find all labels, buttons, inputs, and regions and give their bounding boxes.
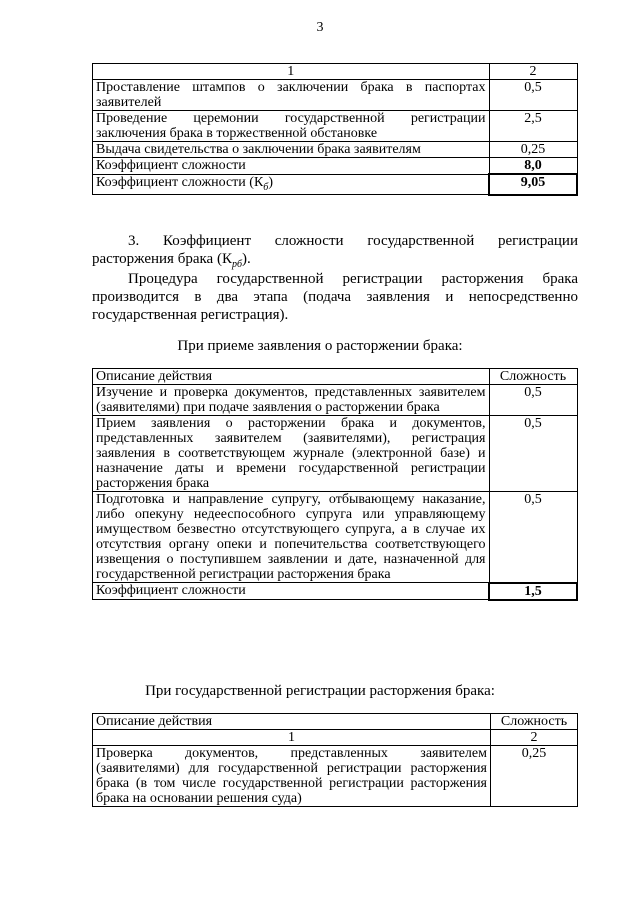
complexity-value: 0,5 (489, 492, 577, 583)
coefficient-value: 1,5 (489, 583, 577, 600)
heading-divorce-registration: При государственной регистрации расторжения брака: (145, 683, 495, 699)
complexity-value: 2,5 (489, 111, 577, 142)
table-header-row (93, 369, 578, 385)
column-header: Описание действия (93, 714, 491, 730)
action-description: Проставление штампов о заключении брака в паспортах заявителей (93, 80, 490, 111)
coefficient-subscript: б (263, 181, 269, 193)
table-row (93, 111, 578, 142)
section-3-text-end: ). (242, 251, 251, 267)
table-row (93, 142, 578, 158)
table-row (93, 80, 578, 111)
table-row (93, 174, 578, 195)
action-description: Выдача свидетельства о заключении брака заявителям (93, 142, 490, 158)
coefficient-label (93, 174, 490, 195)
page-number: 3 (316, 20, 324, 35)
coefficient-label: Коэффициент сложности (93, 158, 490, 175)
action-description: Проверка документов, представленных заявителем (заявителями) для государственной регистрации расторжения брака (в том числе государственной регистрации расторжения брака на основании решения суда) (93, 746, 491, 807)
coefficient-label-text: Коэффициент сложности (К (96, 174, 264, 190)
table-header-row (93, 714, 578, 730)
column-header: Описание действия (93, 369, 490, 385)
coefficient-label: Коэффициент сложности (93, 583, 490, 600)
table-row (93, 385, 578, 416)
column-header: Сложность (489, 369, 577, 385)
section-3-subscript: рб (231, 259, 242, 270)
table-divorce-registration (92, 713, 578, 807)
action-description: Прием заявления о расторжении брака и документов, представленных заявителем (заявителями), регистрация заявления в соответствующем журнале (электронной базе) и назначение даты и времени государственной регистрации расторжения брака (93, 416, 490, 492)
section-3-text: 3. Коэффициент сложности государственной регистрации расторжения брака (К (92, 233, 578, 267)
coefficient-label-end: ) (268, 174, 273, 190)
complexity-value: 0,5 (489, 385, 577, 416)
column-number: 1 (93, 730, 491, 746)
table-row (93, 416, 578, 492)
column-number: 2 (491, 730, 578, 746)
complexity-value: 0,5 (489, 80, 577, 111)
table-header-row (93, 64, 578, 80)
table-marriage-actions (92, 63, 578, 196)
heading-divorce-application: При приеме заявления о расторжении брака: (177, 338, 463, 354)
action-description: Подготовка и направление супругу, отбывающему наказание, либо опекуну недееспособного супруга или управляющему имуществом безвестно отсутствующего супруга, а в случае их отсутствия органу опеки и попечительства соответствующего извещения о поступившем заявлении и дате, назначенной для государственной регистрации расторжения брака (93, 492, 490, 583)
coefficient-value: 8,0 (489, 158, 577, 175)
action-description: Проведение церемонии государственной регистрации заключения брака в торжественной обстановке (93, 111, 490, 142)
coefficient-value: 9,05 (489, 174, 577, 195)
table-row (93, 492, 578, 583)
table-row (93, 746, 578, 807)
table-row (93, 158, 578, 175)
table-subheader-row (93, 730, 578, 746)
action-description: Изучение и проверка документов, представленных заявителем (заявителями) при подаче заявления о расторжении брака (93, 385, 490, 416)
procedure-paragraph: Процедура государственной регистрации расторжения брака производится в два этапа (подача заявления и непосредственно государственная регистрация). (92, 271, 578, 323)
complexity-value: 0,25 (489, 142, 577, 158)
table-divorce-application (92, 368, 578, 601)
table-row (93, 583, 578, 600)
complexity-value: 0,5 (489, 416, 577, 492)
section-3-title (92, 232, 578, 274)
complexity-value: 0,25 (491, 746, 578, 807)
column-header: Сложность (491, 714, 578, 730)
column-header: 1 (93, 64, 490, 80)
column-header: 2 (489, 64, 577, 80)
